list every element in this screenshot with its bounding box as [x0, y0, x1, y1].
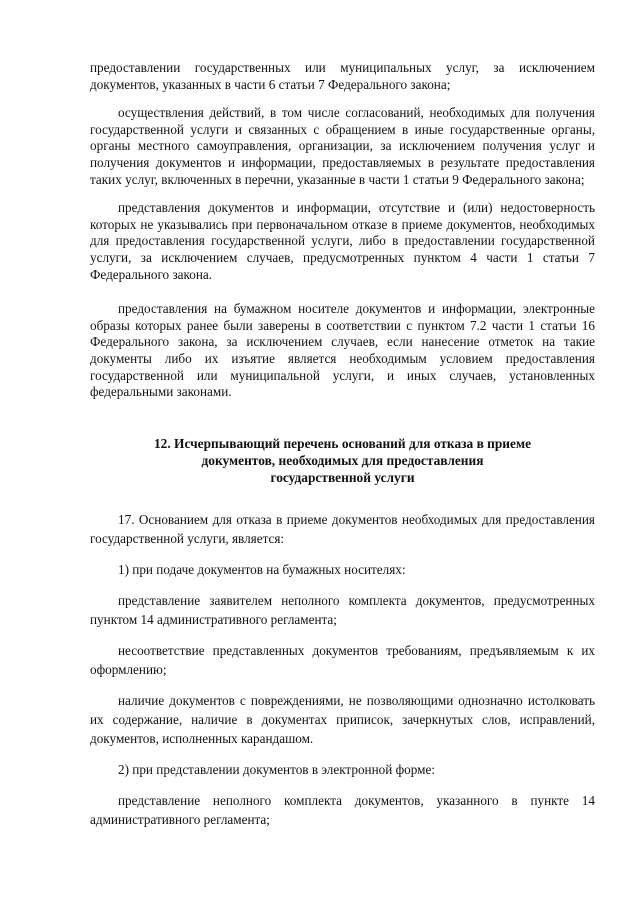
paragraph: 17. Основанием для отказа в приеме документов необходимых для предоставления государственной услуги, является: [90, 511, 595, 546]
document-page [90, 60, 595, 829]
paragraph: представление неполного комплекта документов, указанного в пункте 14 административного регламента; [90, 792, 595, 827]
paragraph: несоответствие представленных документов требованиям, предъявляемым к их оформлению; [90, 642, 595, 677]
section-heading-line: 12. Исчерпывающий перечень оснований для отказа в приеме [153, 435, 532, 451]
paragraph: 2) при представлении документов в электронной форме: [118, 761, 436, 777]
section-heading-line: документов, необходимых для предоставления [201, 452, 484, 468]
paragraph: предоставления на бумажном носителе документов и информации, электронные образы которых ранее были заверены в соответствии с пунктом 7.2 части 1 статьи 16 Федерального закона, за исключением случаев, если нанесение отметок на такие документы либо их изъятие является необходимым условием предоставления государственной или муниципальной услуги, и иных случаев, установленных федеральными законами. [90, 301, 595, 400]
section-heading [90, 435, 595, 486]
paragraph: представление заявителем неполного комплекта документов, предусмотренных пунктом 14 административного регламента; [90, 592, 595, 627]
paragraph: 1) при подаче документов на бумажных носителях: [118, 561, 406, 577]
paragraph: предоставлении государственных или муниципальных услуг, за исключением документов, указанных в части 6 статьи 7 Федерального закона; [90, 60, 595, 92]
paragraph: представления документов и информации, отсутствие и (или) недостоверность которых не указывались при первоначальном отказе в приеме документов, необходимых для предоставления государственной услуги, либо в предоставлении государственной услуги, за исключением случаев, предусмотренных пунктом 4 части 1 статьи 7 Федерального закона. [90, 200, 595, 282]
paragraph: наличие документов с повреждениями, не позволяющими однозначно истолковать их содержание, наличие в документах приписок, зачеркнутых слов, исправлений, документов, исполненных карандашом. [90, 692, 595, 746]
section-heading-line: государственной услуги [270, 469, 415, 485]
paragraph: осуществления действий, в том числе согласований, необходимых для получения государственной услуги и связанных с обращением в иные государственные органы, органы местного самоуправления, организации, за исключением получения услуг и получения документов и информации, предоставляемых в результате предоставления таких услуг, включенных в перечни, указанные в части 1 статьи 9 Федерального закона; [90, 105, 595, 187]
section-body [90, 510, 595, 829]
